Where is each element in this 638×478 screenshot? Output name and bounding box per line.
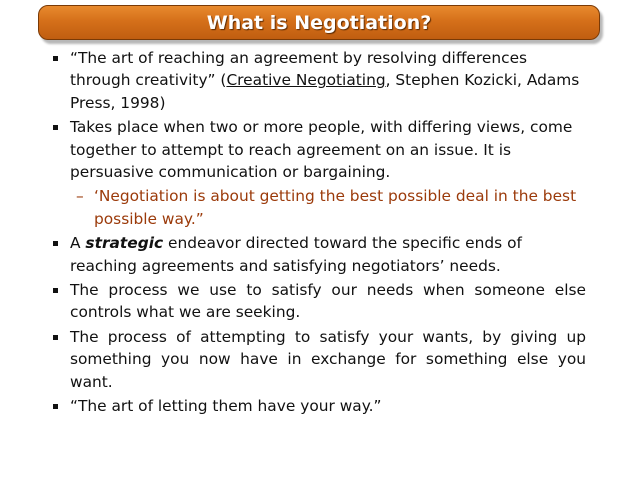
dash-bullet-icon: – [76,187,84,206]
square-bullet-icon [53,125,58,130]
square-bullet-icon [53,288,58,293]
bullet-text: A [70,234,86,253]
book-title: Creative Negotiating [226,71,386,90]
bullet-text: The process we use to satisfy our needs when someone else controls what we are seeking. [70,281,586,322]
slide-title-bar [38,5,600,40]
bullet-text: Takes place when two or more people, with differing views, come together to attempt to reach agreement on an issue. It is persuasive communication or bargaining. [70,118,573,182]
bullet-your-way [52,395,586,417]
square-bullet-icon [53,56,58,61]
emphasis-word: strategic [85,234,164,253]
bullet-text: “The art of reaching an agreement by resolving differences through creativity” ( [70,49,528,90]
bullet-process-needs [52,279,586,324]
slide-content [52,47,586,420]
bullet-text: The process of attempting to satisfy your wants, by giving up something you now have in exchange for something else you want. [70,327,586,391]
sub-bullet-text: ‘Negotiation is about getting the best possible deal in the best possible way.” [94,187,577,228]
bullet-text: “The art of letting them have your way.” [70,397,382,416]
square-bullet-icon [53,335,58,340]
square-bullet-icon [53,404,58,409]
bullet-process-wants [52,326,586,393]
bullet-text: endeavor directed toward the specific ends of reaching agreements and satisfying negotiators’ needs. [70,234,522,275]
bullet-takes-place [52,116,586,183]
square-bullet-icon [53,241,58,246]
bullet-strategic [52,232,586,277]
bullet-text: , Stephen Kozicki, Adams Press, 1998) [70,71,580,112]
bullet-definition-quote [52,47,586,114]
sub-bullet-best-deal [52,185,586,230]
slide-title: What is Negotiation? [206,11,432,34]
